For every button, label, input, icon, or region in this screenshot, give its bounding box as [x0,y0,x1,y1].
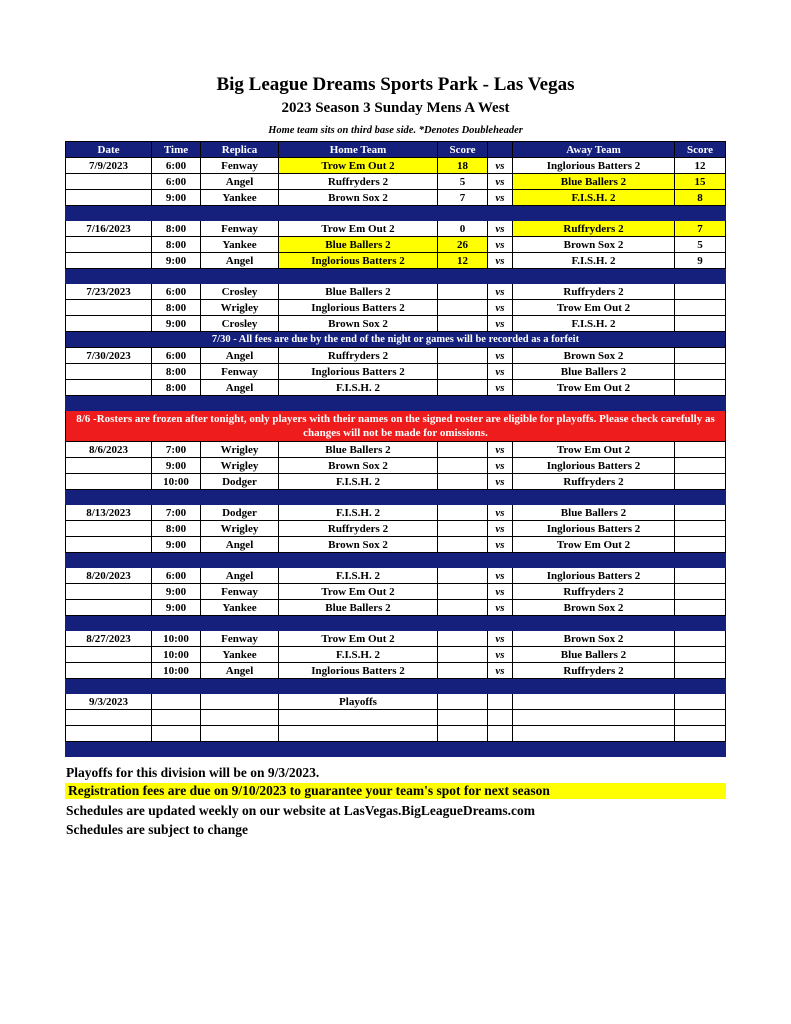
away-score [675,631,726,647]
vs-label: vs [488,663,513,679]
game-date [66,380,152,396]
game-replica [201,710,279,726]
away-team: Brown Sox 2 [513,631,675,647]
col-header-home-score: Score [438,142,488,158]
col-header-date: Date [66,142,152,158]
table-row [66,474,726,490]
game-date [66,237,152,253]
separator-band [66,742,726,757]
game-time: 10:00 [152,663,201,679]
home-score [438,694,488,710]
home-score [438,348,488,364]
away-team: Blue Ballers 2 [513,364,675,380]
game-date [66,253,152,269]
game-date [66,537,152,553]
away-team [513,694,675,710]
separator-band [66,490,726,505]
game-date [66,174,152,190]
away-team: Ruffryders 2 [513,221,675,237]
game-date: 9/3/2023 [66,694,152,710]
home-score [438,458,488,474]
away-score [675,442,726,458]
col-header-vs [488,142,513,158]
table-row [66,442,726,458]
away-team: Inglorious Batters 2 [513,521,675,537]
vs-label: vs [488,300,513,316]
header-note: Home team sits on third base side. *Denotes Doubleheader [268,125,523,136]
game-time: 8:00 [152,380,201,396]
vs-label: vs [488,600,513,616]
vs-label: vs [488,442,513,458]
home-team: Brown Sox 2 [279,537,438,553]
away-score [675,726,726,742]
table-row [66,521,726,537]
table-row [66,663,726,679]
footer-registration-note: Registration fees are due on 9/10/2023 to guarantee your team's spot for next season [65,783,726,799]
away-team: Inglorious Batters 2 [513,158,675,174]
table-row [66,221,726,237]
home-score [438,600,488,616]
home-team: Inglorious Batters 2 [279,300,438,316]
game-time: 6:00 [152,348,201,364]
table-row [66,158,726,174]
away-team: Inglorious Batters 2 [513,568,675,584]
home-team: F.I.S.H. 2 [279,474,438,490]
away-team: Inglorious Batters 2 [513,458,675,474]
away-score [675,380,726,396]
separator-band-cell [66,679,726,694]
game-replica: Crosley [201,316,279,332]
separator-band [66,679,726,694]
table-row [66,300,726,316]
col-header-away-team: Away Team [513,142,675,158]
vs-label: vs [488,380,513,396]
game-replica: Crosley [201,284,279,300]
away-score [675,364,726,380]
separator-band [66,269,726,284]
away-score: 5 [675,237,726,253]
game-replica [201,694,279,710]
separator-band-cell [66,742,726,757]
away-team: Brown Sox 2 [513,600,675,616]
home-team [279,710,438,726]
schedule-table [65,141,726,757]
game-date [66,190,152,206]
game-replica [201,726,279,742]
game-time: 9:00 [152,458,201,474]
home-team: Ruffryders 2 [279,348,438,364]
game-replica: Fenway [201,221,279,237]
vs-label: vs [488,158,513,174]
away-team: Brown Sox 2 [513,348,675,364]
home-team: Ruffryders 2 [279,521,438,537]
home-score [438,726,488,742]
vs-label [488,710,513,726]
footer-change-note: Schedules are subject to change [66,822,248,837]
col-header-time: Time [152,142,201,158]
game-time: 9:00 [152,190,201,206]
roster-freeze-notice-row [66,411,726,442]
home-score [438,442,488,458]
vs-label: vs [488,348,513,364]
away-score [675,505,726,521]
away-score [675,348,726,364]
table-row [66,537,726,553]
game-replica: Yankee [201,190,279,206]
home-score [438,663,488,679]
away-team: Blue Ballers 2 [513,174,675,190]
home-score [438,537,488,553]
vs-label: vs [488,505,513,521]
table-row [66,364,726,380]
home-team: Playoffs [279,694,438,710]
table-row [66,647,726,663]
table-row [66,726,726,742]
page-title: Big League Dreams Sports Park - Las Vegas [216,74,575,95]
away-score: 7 [675,221,726,237]
game-time: 10:00 [152,631,201,647]
fee-notice-row [66,332,726,348]
away-team [513,710,675,726]
game-date [66,647,152,663]
game-date: 8/13/2023 [66,505,152,521]
vs-label: vs [488,253,513,269]
home-team: Trow Em Out 2 [279,584,438,600]
game-time: 6:00 [152,284,201,300]
col-header-away-score: Score [675,142,726,158]
away-team: Ruffryders 2 [513,474,675,490]
roster-freeze-notice-text: 8/6 -Rosters are frozen after tonight, only players with their names on the signed roster are eligible for playoffs. Please check carefully as changes will not be made for omissions. [66,411,726,442]
away-score [675,474,726,490]
away-score [675,694,726,710]
footer-website-note: Schedules are updated weekly on our website at LasVegas.BigLeagueDreams.com [66,803,536,818]
footer-playoffs-note: Playoffs for this division will be on 9/3/2023. [66,765,320,780]
table-row [66,284,726,300]
game-date [66,663,152,679]
away-score [675,521,726,537]
game-replica: Wrigley [201,521,279,537]
game-replica: Yankee [201,600,279,616]
game-replica: Fenway [201,584,279,600]
vs-label: vs [488,537,513,553]
game-date [66,600,152,616]
game-time: 7:00 [152,442,201,458]
game-date [66,458,152,474]
home-score [438,631,488,647]
game-replica: Wrigley [201,458,279,474]
game-replica: Fenway [201,364,279,380]
game-replica: Angel [201,348,279,364]
away-team: Ruffryders 2 [513,663,675,679]
game-date: 7/23/2023 [66,284,152,300]
game-replica: Fenway [201,158,279,174]
home-team: Inglorious Batters 2 [279,253,438,269]
home-score: 18 [438,158,488,174]
game-date: 8/20/2023 [66,568,152,584]
home-score [438,380,488,396]
game-time: 10:00 [152,647,201,663]
away-team: F.I.S.H. 2 [513,253,675,269]
vs-label: vs [488,474,513,490]
game-replica: Yankee [201,647,279,663]
home-team: Blue Ballers 2 [279,600,438,616]
home-team: Trow Em Out 2 [279,158,438,174]
vs-label: vs [488,190,513,206]
away-score: 12 [675,158,726,174]
home-score [438,364,488,380]
home-team: Blue Ballers 2 [279,237,438,253]
away-score [675,600,726,616]
game-date [66,710,152,726]
game-time: 6:00 [152,174,201,190]
game-time: 9:00 [152,253,201,269]
away-team: Blue Ballers 2 [513,505,675,521]
game-time: 10:00 [152,474,201,490]
away-score [675,458,726,474]
home-score [438,647,488,663]
vs-label: vs [488,284,513,300]
home-score [438,316,488,332]
separator-band [66,206,726,221]
away-team: Trow Em Out 2 [513,537,675,553]
table-row [66,348,726,364]
game-time: 7:00 [152,505,201,521]
home-score [438,710,488,726]
game-replica: Wrigley [201,300,279,316]
vs-label: vs [488,174,513,190]
separator-band-cell [66,206,726,221]
game-replica: Angel [201,380,279,396]
game-replica: Wrigley [201,442,279,458]
home-team: F.I.S.H. 2 [279,568,438,584]
home-team: F.I.S.H. 2 [279,380,438,396]
home-team: Inglorious Batters 2 [279,663,438,679]
home-score [438,505,488,521]
vs-label: vs [488,568,513,584]
home-score [438,584,488,600]
vs-label [488,694,513,710]
home-score: 0 [438,221,488,237]
separator-band [66,616,726,631]
game-time [152,694,201,710]
game-time: 9:00 [152,584,201,600]
col-header-replica: Replica [201,142,279,158]
home-team: F.I.S.H. 2 [279,647,438,663]
home-score: 7 [438,190,488,206]
game-replica: Angel [201,663,279,679]
game-replica: Angel [201,174,279,190]
home-team: F.I.S.H. 2 [279,505,438,521]
game-replica: Fenway [201,631,279,647]
away-team: Trow Em Out 2 [513,442,675,458]
home-team [279,726,438,742]
game-time: 8:00 [152,521,201,537]
game-time: 9:00 [152,600,201,616]
away-team: Brown Sox 2 [513,237,675,253]
vs-label: vs [488,647,513,663]
vs-label: vs [488,521,513,537]
table-row [66,584,726,600]
table-row [66,694,726,710]
vs-label: vs [488,458,513,474]
table-row [66,190,726,206]
separator-band [66,553,726,568]
game-replica: Angel [201,568,279,584]
table-row [66,568,726,584]
game-time: 8:00 [152,364,201,380]
home-team: Trow Em Out 2 [279,221,438,237]
separator-band-cell [66,490,726,505]
away-score: 8 [675,190,726,206]
away-team: Trow Em Out 2 [513,300,675,316]
away-team: Trow Em Out 2 [513,380,675,396]
game-time: 8:00 [152,237,201,253]
table-row [66,600,726,616]
game-time: 6:00 [152,568,201,584]
game-date: 8/27/2023 [66,631,152,647]
away-score [675,316,726,332]
home-team: Brown Sox 2 [279,458,438,474]
home-team: Trow Em Out 2 [279,631,438,647]
game-time: 9:00 [152,537,201,553]
away-team [513,726,675,742]
vs-label: vs [488,221,513,237]
away-score [675,537,726,553]
away-team: Ruffryders 2 [513,284,675,300]
fee-notice-text: 7/30 - All fees are due by the end of the night or games will be recorded as a forfeit [66,332,726,348]
away-score [675,568,726,584]
game-date: 8/6/2023 [66,442,152,458]
home-team: Blue Ballers 2 [279,284,438,300]
game-replica: Angel [201,253,279,269]
game-time: 8:00 [152,300,201,316]
away-score [675,584,726,600]
away-team: Blue Ballers 2 [513,647,675,663]
away-team: F.I.S.H. 2 [513,190,675,206]
home-team: Inglorious Batters 2 [279,364,438,380]
game-time: 8:00 [152,221,201,237]
home-score [438,300,488,316]
separator-band-cell [66,616,726,631]
separator-band-cell [66,553,726,568]
separator-band-cell [66,269,726,284]
table-row [66,505,726,521]
table-header-row [66,142,726,158]
game-date: 7/9/2023 [66,158,152,174]
away-team: Ruffryders 2 [513,584,675,600]
away-score [675,300,726,316]
home-team: Brown Sox 2 [279,316,438,332]
away-score [675,710,726,726]
vs-label: vs [488,316,513,332]
game-time [152,710,201,726]
vs-label [488,726,513,742]
game-date: 7/16/2023 [66,221,152,237]
game-replica: Yankee [201,237,279,253]
home-team: Ruffryders 2 [279,174,438,190]
table-row [66,237,726,253]
table-row [66,380,726,396]
table-row [66,631,726,647]
game-date: 7/30/2023 [66,348,152,364]
game-date [66,364,152,380]
home-team: Blue Ballers 2 [279,442,438,458]
table-row [66,174,726,190]
vs-label: vs [488,584,513,600]
home-score [438,284,488,300]
game-time: 9:00 [152,316,201,332]
game-replica: Dodger [201,505,279,521]
table-row [66,253,726,269]
game-date [66,584,152,600]
col-header-home-team: Home Team [279,142,438,158]
schedule-body [66,158,726,757]
home-score [438,474,488,490]
away-team: F.I.S.H. 2 [513,316,675,332]
home-score [438,521,488,537]
home-score: 5 [438,174,488,190]
game-date [66,300,152,316]
away-score [675,647,726,663]
game-replica: Dodger [201,474,279,490]
home-score [438,568,488,584]
game-replica: Angel [201,537,279,553]
table-row [66,458,726,474]
game-time: 6:00 [152,158,201,174]
table-row [66,316,726,332]
separator-band-cell [66,396,726,411]
game-date [66,474,152,490]
home-team: Brown Sox 2 [279,190,438,206]
away-score [675,663,726,679]
home-score: 26 [438,237,488,253]
table-row [66,710,726,726]
separator-band [66,396,726,411]
game-date [66,726,152,742]
vs-label: vs [488,364,513,380]
game-date [66,521,152,537]
page-subtitle: 2023 Season 3 Sunday Mens A West [281,100,510,116]
away-score: 15 [675,174,726,190]
game-time [152,726,201,742]
game-date [66,316,152,332]
away-score: 9 [675,253,726,269]
away-score [675,284,726,300]
home-score: 12 [438,253,488,269]
vs-label: vs [488,237,513,253]
vs-label: vs [488,631,513,647]
